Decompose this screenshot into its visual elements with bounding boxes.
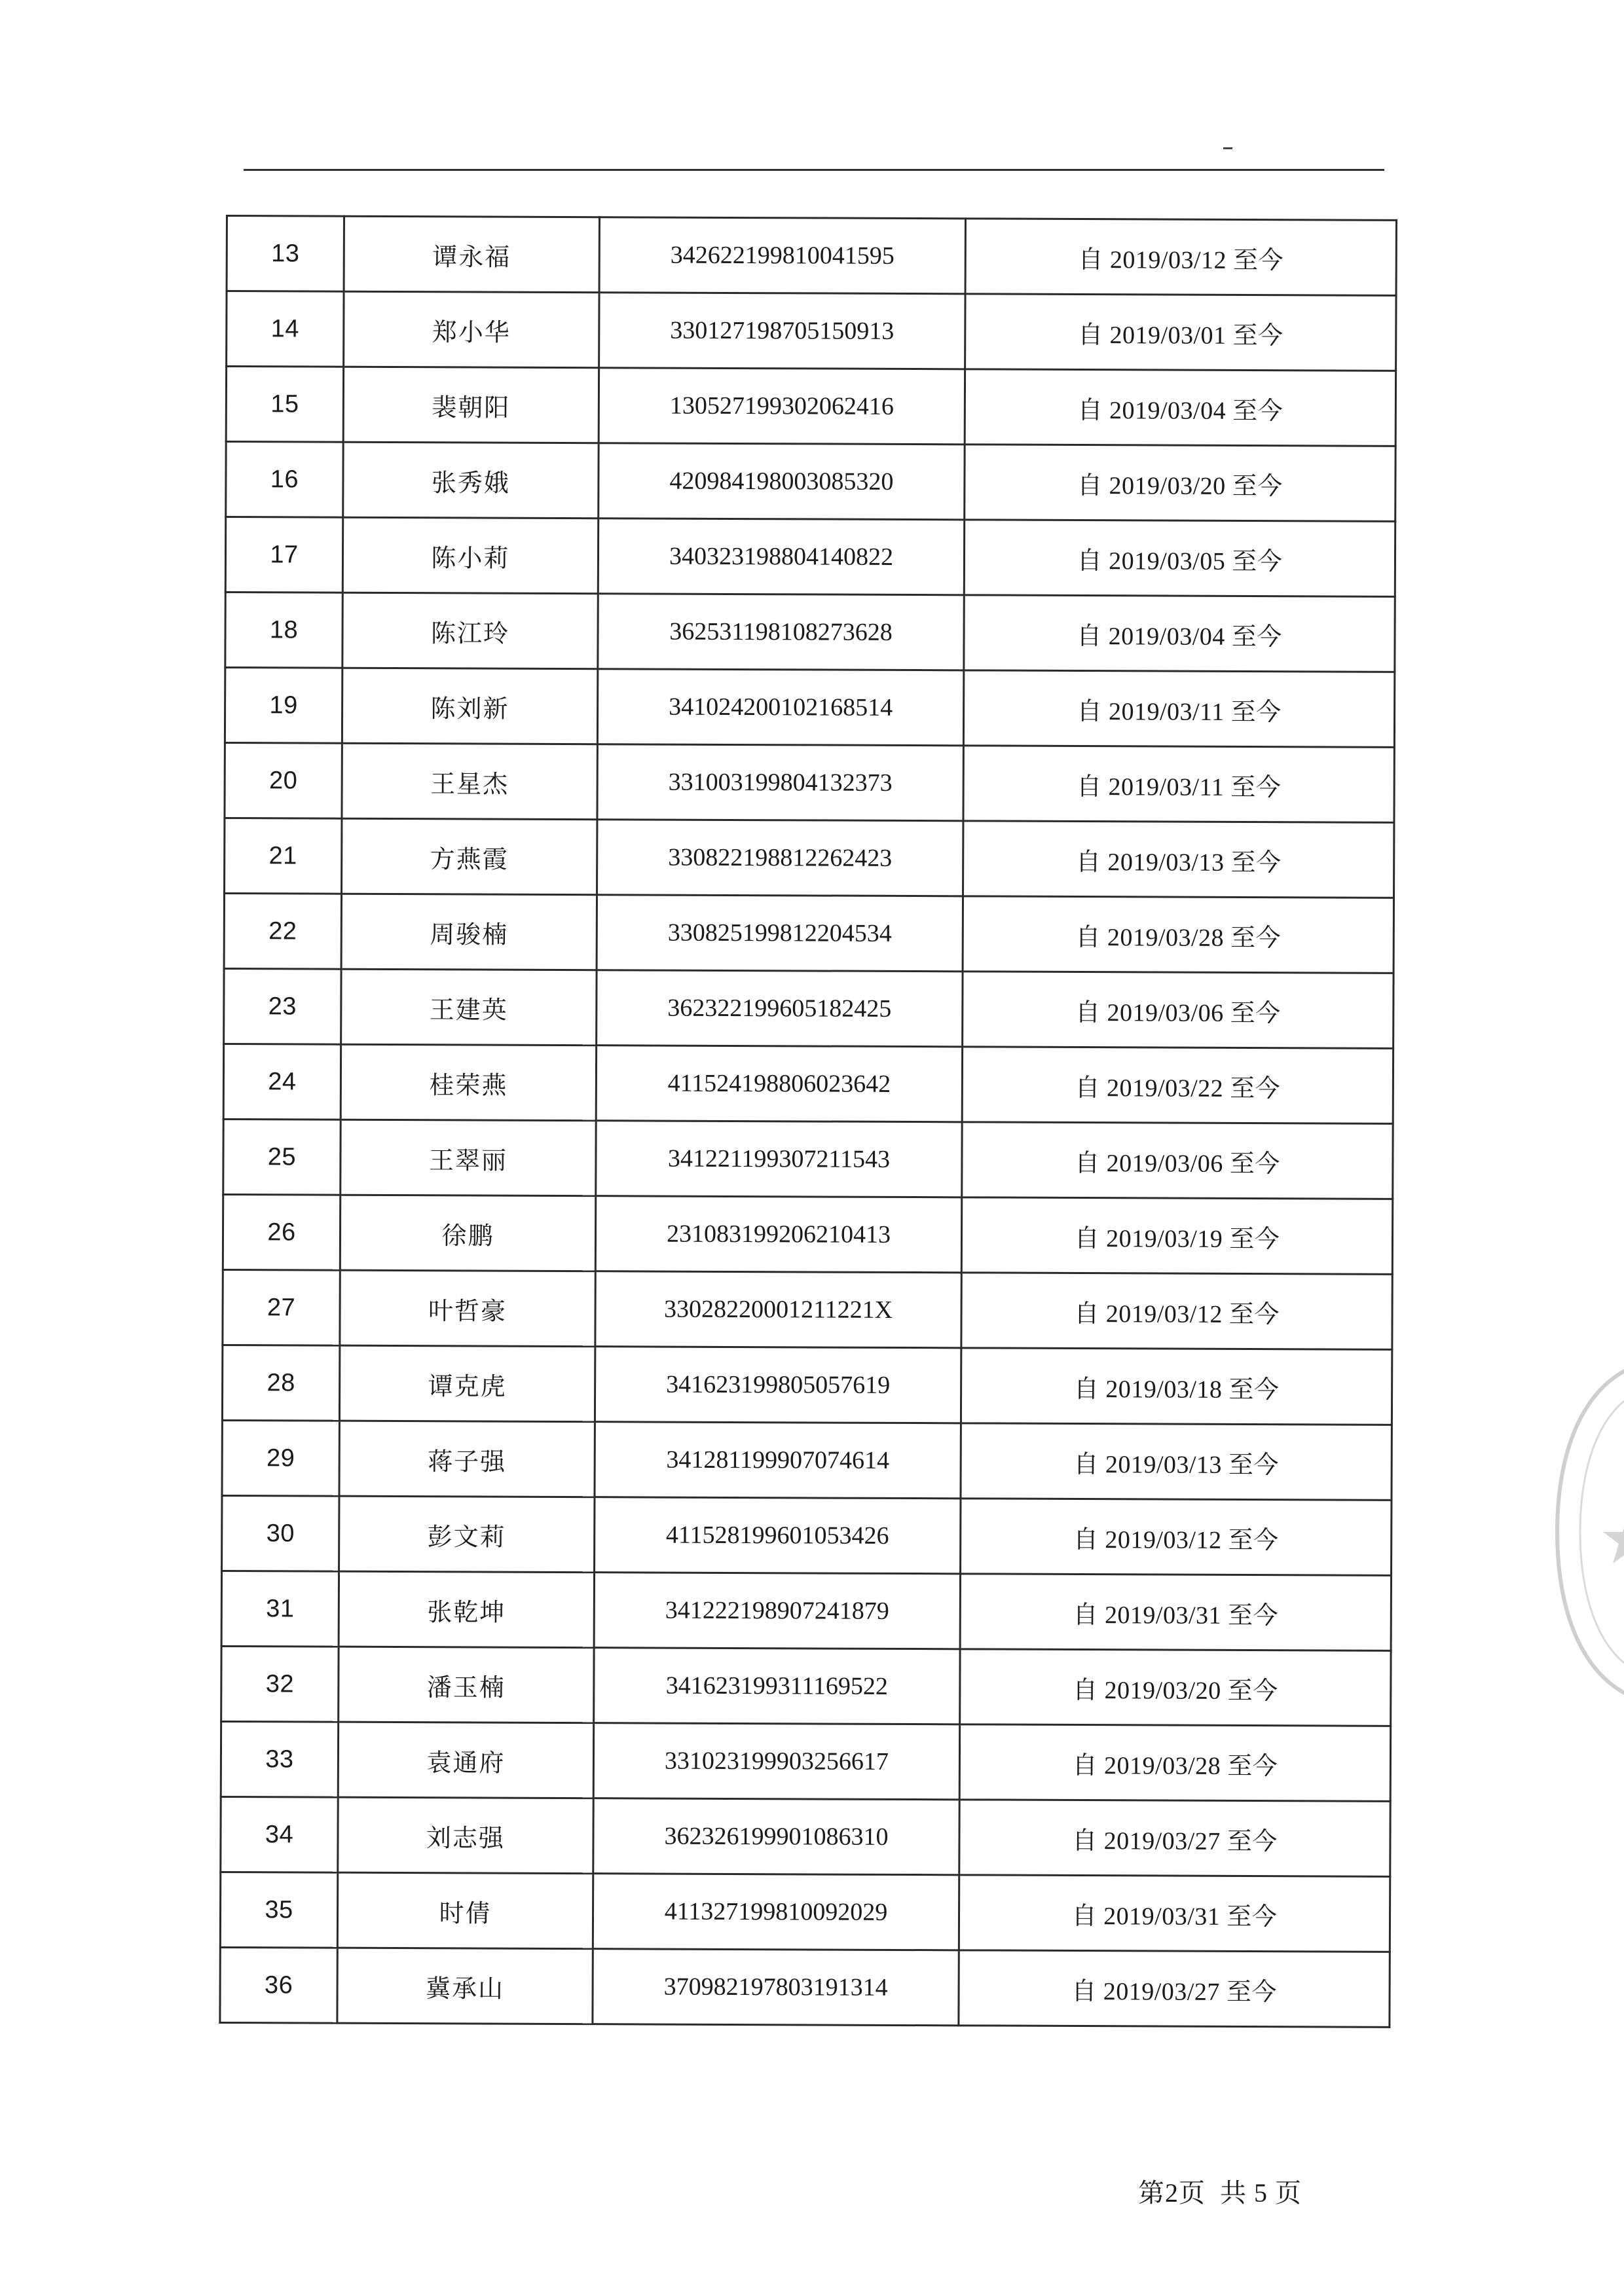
employment-period: 自 2019/03/12 至今: [961, 1499, 1392, 1576]
employment-period: 自 2019/03/20 至今: [960, 1649, 1391, 1726]
id-number: 362326199901086310: [593, 1798, 959, 1875]
id-number: 330825199812204534: [597, 895, 963, 972]
table-row: [221, 1721, 1390, 1801]
id-number: 341623199311169522: [594, 1648, 960, 1724]
employee-name: 郑小华: [344, 291, 599, 367]
employee-name: 王建英: [341, 969, 597, 1045]
row-number: 23: [224, 968, 341, 1044]
id-number: 341623199805057619: [595, 1347, 961, 1423]
employment-period: 自 2019/03/27 至今: [959, 1800, 1390, 1877]
table-row: [221, 1571, 1391, 1650]
table-row: [224, 968, 1393, 1048]
table-row: [225, 818, 1394, 898]
row-number: 22: [224, 893, 341, 969]
id-number: 341222198907241879: [594, 1573, 960, 1649]
employee-name: 袁通府: [338, 1722, 593, 1798]
table-row: [226, 442, 1395, 522]
row-number: 31: [221, 1571, 339, 1647]
id-number: 33028220001211221X: [595, 1271, 961, 1348]
table-row: [221, 1646, 1391, 1726]
employee-name: 张乾坤: [339, 1571, 594, 1647]
table-row: [223, 1044, 1393, 1123]
employee-name: 陈江玲: [342, 592, 598, 668]
employment-period: 自 2019/03/06 至今: [963, 972, 1393, 1049]
employee-name: 谭克虎: [339, 1345, 595, 1421]
employee-name: 叶哲豪: [340, 1270, 595, 1346]
employee-name: 谭永福: [344, 216, 599, 292]
table-row: [220, 1872, 1390, 1952]
table-row: [225, 517, 1395, 597]
row-number: 14: [227, 291, 344, 367]
table-row: [220, 1947, 1390, 2027]
row-number: 29: [222, 1420, 339, 1496]
table-row: [221, 1796, 1390, 1876]
id-number: 231083199206210413: [595, 1196, 961, 1273]
employee-name: 方燕霞: [342, 818, 597, 894]
employment-period: 自 2019/03/13 至今: [961, 1423, 1392, 1501]
employee-name: 时倩: [337, 1872, 593, 1948]
employee-table: [219, 215, 1397, 2028]
row-number: 15: [226, 367, 343, 443]
id-number: 341281199907074614: [595, 1422, 961, 1499]
row-number: 35: [220, 1872, 337, 1948]
employment-period: 自 2019/03/04 至今: [965, 369, 1395, 446]
employment-period: 自 2019/03/05 至今: [964, 520, 1395, 597]
table-row: [225, 668, 1394, 748]
table-row: [225, 742, 1394, 822]
employment-period: 自 2019/03/13 至今: [963, 821, 1394, 898]
row-number: 21: [225, 818, 342, 894]
table-row: [227, 291, 1396, 371]
row-number: 36: [220, 1947, 337, 2023]
row-number: 27: [223, 1269, 340, 1345]
employee-name: 刘志强: [338, 1797, 593, 1873]
row-number: 19: [225, 668, 342, 744]
employee-name: 陈小莉: [342, 517, 598, 593]
employment-period: 自 2019/03/04 至今: [964, 595, 1395, 672]
employee-name: 裴朝阳: [343, 367, 599, 443]
row-number: 26: [223, 1194, 340, 1270]
employment-period: 自 2019/03/27 至今: [959, 1950, 1390, 2028]
employment-period: 自 2019/03/28 至今: [963, 896, 1393, 974]
id-number: 330127198705150913: [599, 293, 965, 369]
employment-period: 自 2019/03/11 至今: [963, 746, 1394, 823]
row-number: 28: [222, 1345, 339, 1421]
employee-name: 王翠丽: [341, 1120, 596, 1195]
id-number: 342622199810041595: [599, 217, 965, 294]
employee-name: 潘玉楠: [339, 1647, 594, 1722]
id-number: 411524198806023642: [596, 1046, 962, 1122]
table-row: [224, 893, 1393, 973]
row-number: 30: [222, 1495, 339, 1571]
employee-name: 王星杰: [342, 743, 597, 819]
id-number: 340323198804140822: [598, 519, 964, 595]
row-number: 13: [227, 216, 344, 292]
id-number: 411327199810092029: [593, 1874, 959, 1950]
employee-name: 周骏楠: [341, 894, 597, 970]
id-number: 330822198812262423: [597, 820, 963, 896]
employee-name: 陈刘新: [342, 668, 597, 744]
id-number: 362322199605182425: [597, 970, 963, 1047]
employee-name: 张秀娥: [343, 442, 599, 518]
employee-name: 彭文莉: [339, 1496, 595, 1572]
id-number: 420984198003085320: [599, 443, 965, 520]
employment-period: 自 2019/03/28 至今: [959, 1724, 1390, 1802]
header-rule: [244, 169, 1384, 171]
table-row: [222, 1420, 1392, 1500]
official-seal-stamp: [1531, 1336, 1624, 1728]
table-row: [225, 592, 1395, 672]
employment-period: 自 2019/03/12 至今: [965, 219, 1396, 296]
employment-period: 自 2019/03/12 至今: [961, 1273, 1392, 1350]
employee-name: 徐鹏: [340, 1195, 595, 1271]
table-row: [222, 1495, 1392, 1575]
employee-name: 蒋子强: [339, 1421, 595, 1497]
id-number: 341024200102168514: [597, 669, 963, 746]
employment-period: 自 2019/03/18 至今: [961, 1348, 1392, 1425]
employment-period: 自 2019/03/31 至今: [959, 1875, 1390, 1952]
id-number: 331003199804132373: [597, 744, 963, 821]
id-number: 130527199302062416: [599, 368, 965, 445]
id-number: 341221199307211543: [596, 1121, 962, 1197]
page-footer: [1138, 2172, 1302, 2210]
row-number: 25: [223, 1119, 341, 1195]
employment-period: 自 2019/03/11 至今: [963, 670, 1394, 748]
employment-period: 自 2019/03/19 至今: [961, 1197, 1392, 1275]
page-total: 共 5 页: [1220, 2178, 1302, 2208]
employment-period: 自 2019/03/22 至今: [962, 1047, 1393, 1124]
row-number: 34: [221, 1796, 338, 1872]
employment-period: 自 2019/03/31 至今: [960, 1574, 1391, 1651]
table-row: [223, 1269, 1392, 1349]
table-row: [227, 216, 1396, 296]
page-number: 第2页: [1138, 2178, 1206, 2208]
table-row: [222, 1345, 1392, 1425]
employment-period: 自 2019/03/20 至今: [965, 445, 1395, 522]
id-number: 370982197803191314: [593, 1949, 959, 2026]
row-number: 16: [226, 442, 343, 518]
employment-period: 自 2019/03/06 至今: [962, 1122, 1393, 1199]
row-number: 32: [221, 1646, 339, 1722]
row-number: 17: [225, 517, 342, 593]
employment-period: 自 2019/03/01 至今: [965, 294, 1396, 371]
employee-name: 桂荣燕: [341, 1044, 596, 1120]
id-number: 362531198108273628: [598, 594, 964, 670]
table-row: [223, 1119, 1393, 1199]
employee-name: 冀承山: [337, 1948, 593, 2024]
row-number: 24: [223, 1044, 341, 1120]
id-number: 411528199601053426: [595, 1497, 961, 1574]
table-row: [223, 1194, 1392, 1274]
header-mark: [1223, 147, 1232, 149]
row-number: 18: [225, 592, 342, 668]
row-number: 20: [225, 742, 342, 818]
table-row: [226, 367, 1395, 446]
row-number: 33: [221, 1721, 338, 1797]
id-number: 331023199903256617: [593, 1723, 959, 1800]
